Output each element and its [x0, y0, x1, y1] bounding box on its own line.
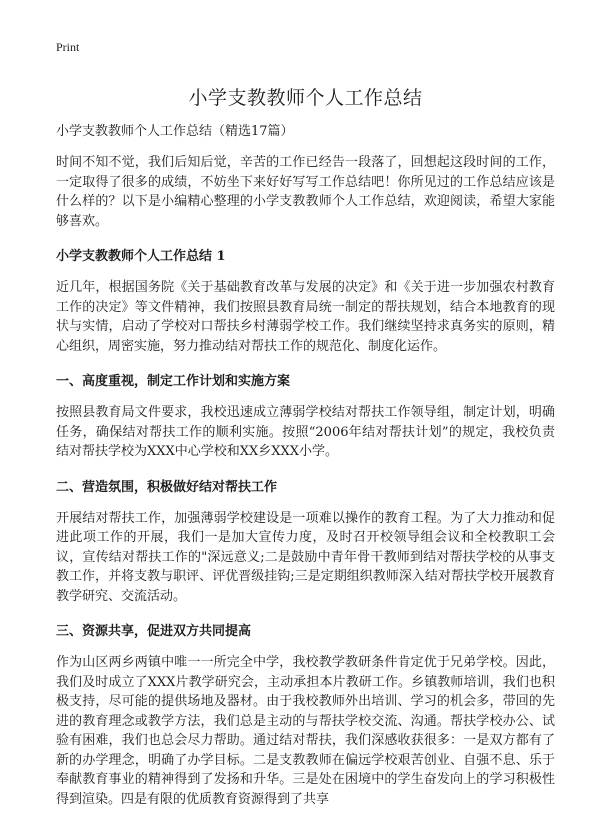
paragraph-atmosphere: 开展结对帮扶工作，加强薄弱学校建设是一项难以操作的教育工程。为了大力推动和促进此项工作的开展，我们一是加大宣传力度，及时召开校领导组会议和全校教职工会议，宣传结对帮扶工作的"深远意义;二是鼓励中青年骨干教师到结对帮扶学校的从事支教工作，并将支教与职评、评优晋级挂钩;三是定期组织教师深入结对帮扶学校开展教育教学研究、交流活动。	[56, 510, 555, 604]
document-subtitle: 小学支教教师个人工作总结（精选17篇）	[56, 124, 294, 139]
paragraph-resource-sharing: 作为山区两乡两镇中唯一一所完全中学，我校教学教研条件肯定优于兄弟学校。因此，我们及时成立了XXX片教学研究会，主动承担本片教研工作。乡镇教师培训，我们也积极支持，尽可能的提供场地及器材。由于我校教师外出培训、学习的机会多，带回的先进的教育理念或教学方法，我们总是主动的与帮扶学校交流、沟通。帮扶学校办公、试验有困难，我们也总会尽力帮助。通过结对帮扶，我们深感收获很多：一是双方都有了新的办学理念，明确了办学目标。二是支教教师在偏远学校艰苦创业、自强不息、乐于奉献教育事业的精神得到了发扬和升华。三是处在困境中的学生奋发向上的学习积极性得到渲染。四是有限的优质教育资源得到了共享	[56, 655, 555, 807]
heading-resource-sharing: 三、资源共享，促进双方共同提高	[56, 624, 252, 639]
heading-planning: 一、高度重视，制定工作计划和实施方案	[56, 374, 291, 389]
section-1-heading: 小学支教教师个人工作总结 1	[56, 249, 226, 264]
paragraph-planning: 按照县教育局文件要求，我校迅速成立薄弱学校结对帮扶工作领导组，制定计划，明确任务，确保结对帮扶工作的顺利实施。按照“2006年结对帮扶计划”的规定，我校负责结对帮扶学校为XXX中心学校和XX乡XXX小学。	[56, 405, 555, 459]
print-label: Print	[56, 40, 80, 54]
section-1-paragraph: 近几年，根据国务院《关于基础教育改革与发展的决定》和《关于进一步加强农村教育工作的决定》等文件精神，我们按照县教育局统一制定的帮扶规划，结合本地教育的现状与实情，启动了学校对口帮扶乡村薄弱学校工作。我们继续坚持求真务实的原则，精心组织，周密实施，努力推动结对帮扶工作的规范化、制度化运作。	[56, 280, 555, 354]
intro-paragraph: 时间不知不觉，我们后知后觉，辛苦的工作已经告一段落了，回想起这段时间的工作，一定取得了很多的成绩，不妨坐下来好好写写工作总结吧！你所见过的工作总结应该是什么样的？以下是小编精心整理的小学支教教师个人工作总结，欢迎阅读，希望大家能够喜欢。	[56, 155, 555, 229]
heading-atmosphere: 二、营造氛围，积极做好结对帮扶工作	[56, 479, 278, 495]
document-title: 小学支教教师个人工作总结	[188, 87, 423, 109]
